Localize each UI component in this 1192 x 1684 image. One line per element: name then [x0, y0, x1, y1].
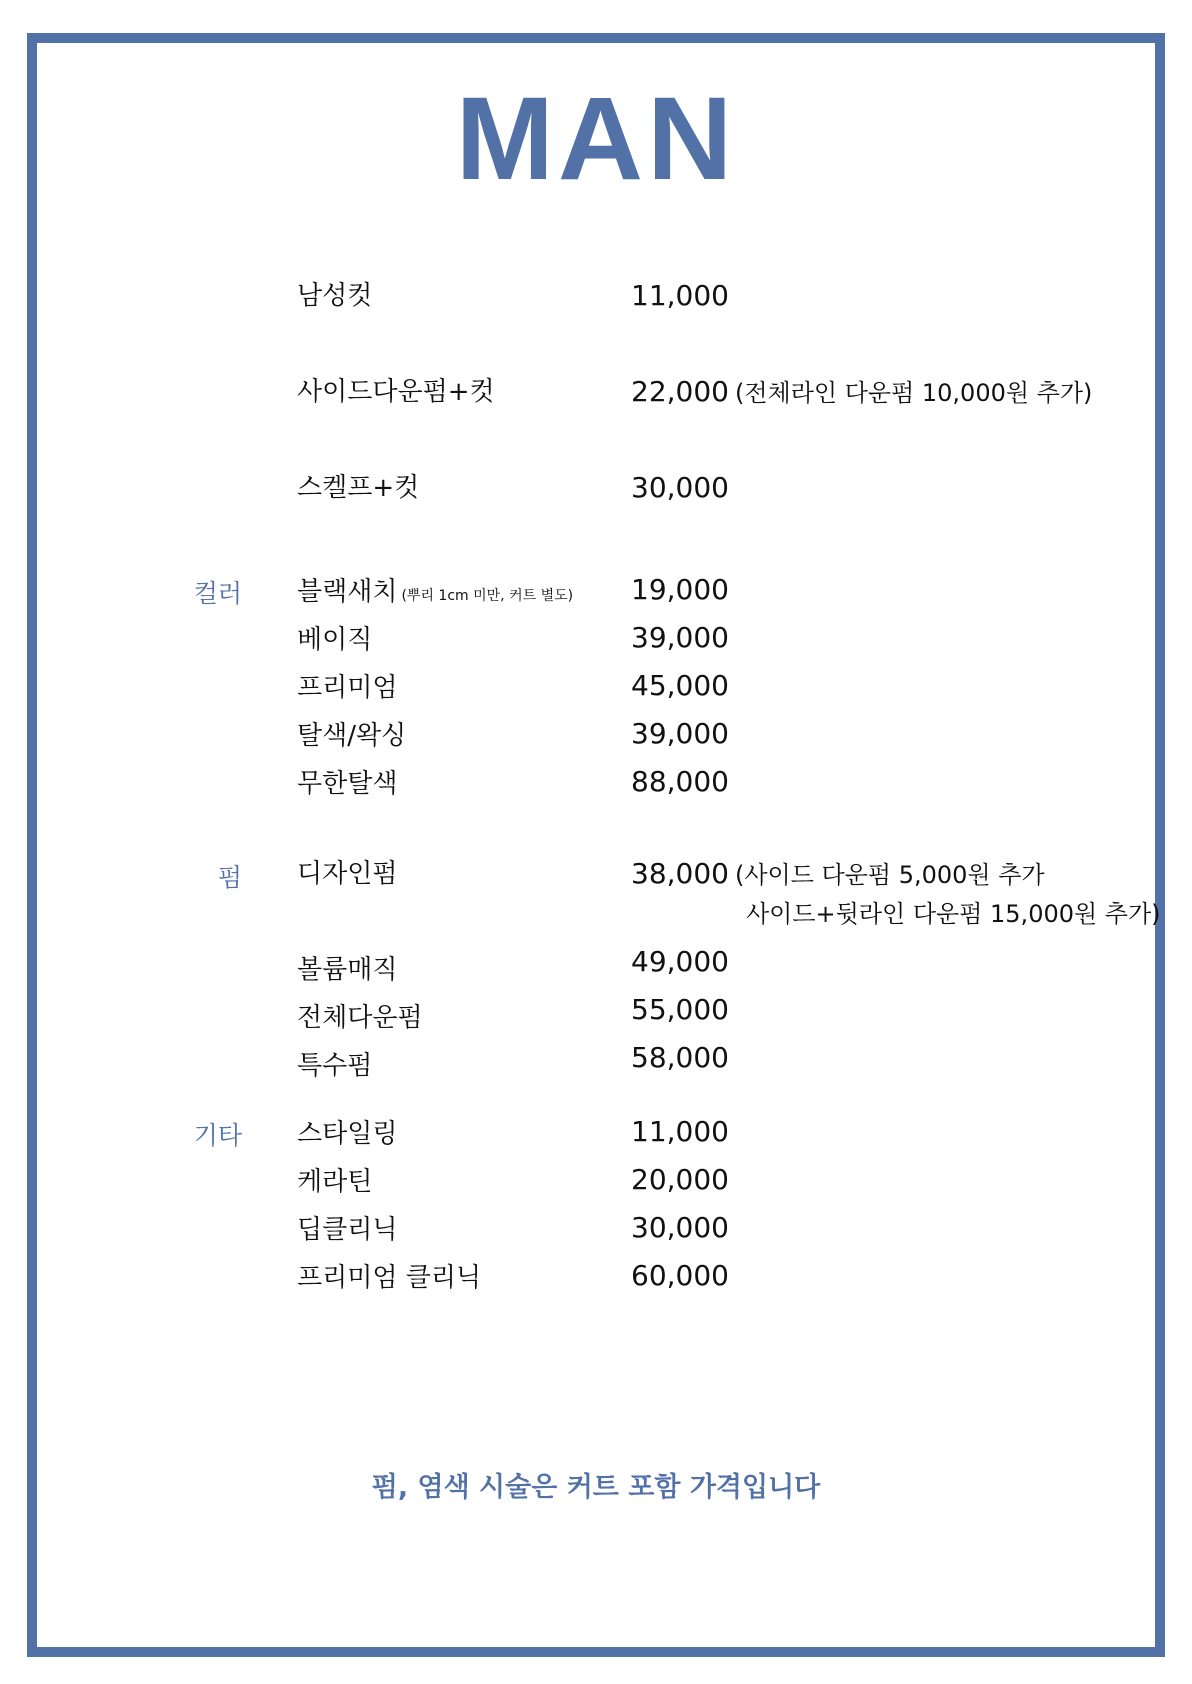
item-scalp-price: 30,000	[631, 471, 729, 504]
item-styling-name: 스타일링	[297, 1119, 398, 1149]
price-note: (사이드 다운펌 5,000원 추가	[734, 861, 1045, 889]
item-full-down-name: 전체다운펌	[297, 1003, 423, 1033]
item-styling-price: 11,000	[631, 1115, 729, 1148]
item-side-down-name: 사이드다운펌+컷	[297, 377, 495, 407]
item-bleach-name: 탈색/왁싱	[297, 721, 407, 751]
item-basic-name: 베이직	[297, 625, 373, 655]
item-design-note: 사이드+뒷라인 다운펌 15,000원 추가)	[746, 900, 1161, 928]
page-title: MAN	[455, 73, 737, 205]
item-full-down-price: 55,000	[631, 993, 729, 1026]
category-etc: 기타	[193, 1121, 242, 1150]
item-bleach-price: 39,000	[631, 717, 729, 750]
item-black-price: 19,000	[631, 573, 729, 606]
item-premium-price: 45,000	[631, 669, 729, 702]
item-deep-name: 딥클리닉	[297, 1215, 398, 1245]
item-name: 블랙새치	[297, 577, 398, 607]
item-unlimited-price: 88,000	[631, 765, 729, 798]
item-keratin-price: 20,000	[631, 1163, 729, 1196]
item-scalp-name: 스켈프+컷	[297, 473, 420, 503]
footer-note: 펌, 염색 시술은 커트 포함 가격입니다	[371, 1472, 821, 1503]
item-special-price: 58,000	[631, 1041, 729, 1074]
item-deep-price: 30,000	[631, 1211, 729, 1244]
item-side-down-price	[631, 376, 1092, 409]
item-basic-price: 39,000	[631, 621, 729, 654]
item-premium-name: 프리미엄	[297, 673, 398, 703]
item-special-name: 특수펌	[297, 1051, 373, 1081]
item-cut-price: 11,000	[631, 279, 729, 312]
item-volume-price: 49,000	[631, 945, 729, 978]
item-note: (뿌리 1cm 미만, 커트 별도)	[401, 588, 574, 604]
price-value: 22,000	[631, 375, 729, 408]
category-color: 컬러	[193, 579, 242, 608]
price-value: 38,000	[631, 857, 729, 890]
item-design-price	[631, 858, 1045, 891]
item-keratin-name: 케라틴	[297, 1167, 373, 1197]
category-perm: 펌	[217, 863, 242, 892]
item-premium-clinic-name: 프리미엄 클리닉	[297, 1263, 482, 1293]
page-border	[27, 33, 1165, 1657]
item-design-name: 디자인펌	[297, 859, 398, 889]
item-black-name	[297, 576, 573, 612]
item-cut-name: 남성컷	[297, 281, 373, 311]
item-premium-clinic-price: 60,000	[631, 1259, 729, 1292]
price-note: (전체라인 다운펌 10,000원 추가)	[734, 379, 1093, 407]
item-unlimited-name: 무한탈색	[297, 769, 398, 799]
item-volume-name: 볼륨매직	[297, 955, 398, 985]
